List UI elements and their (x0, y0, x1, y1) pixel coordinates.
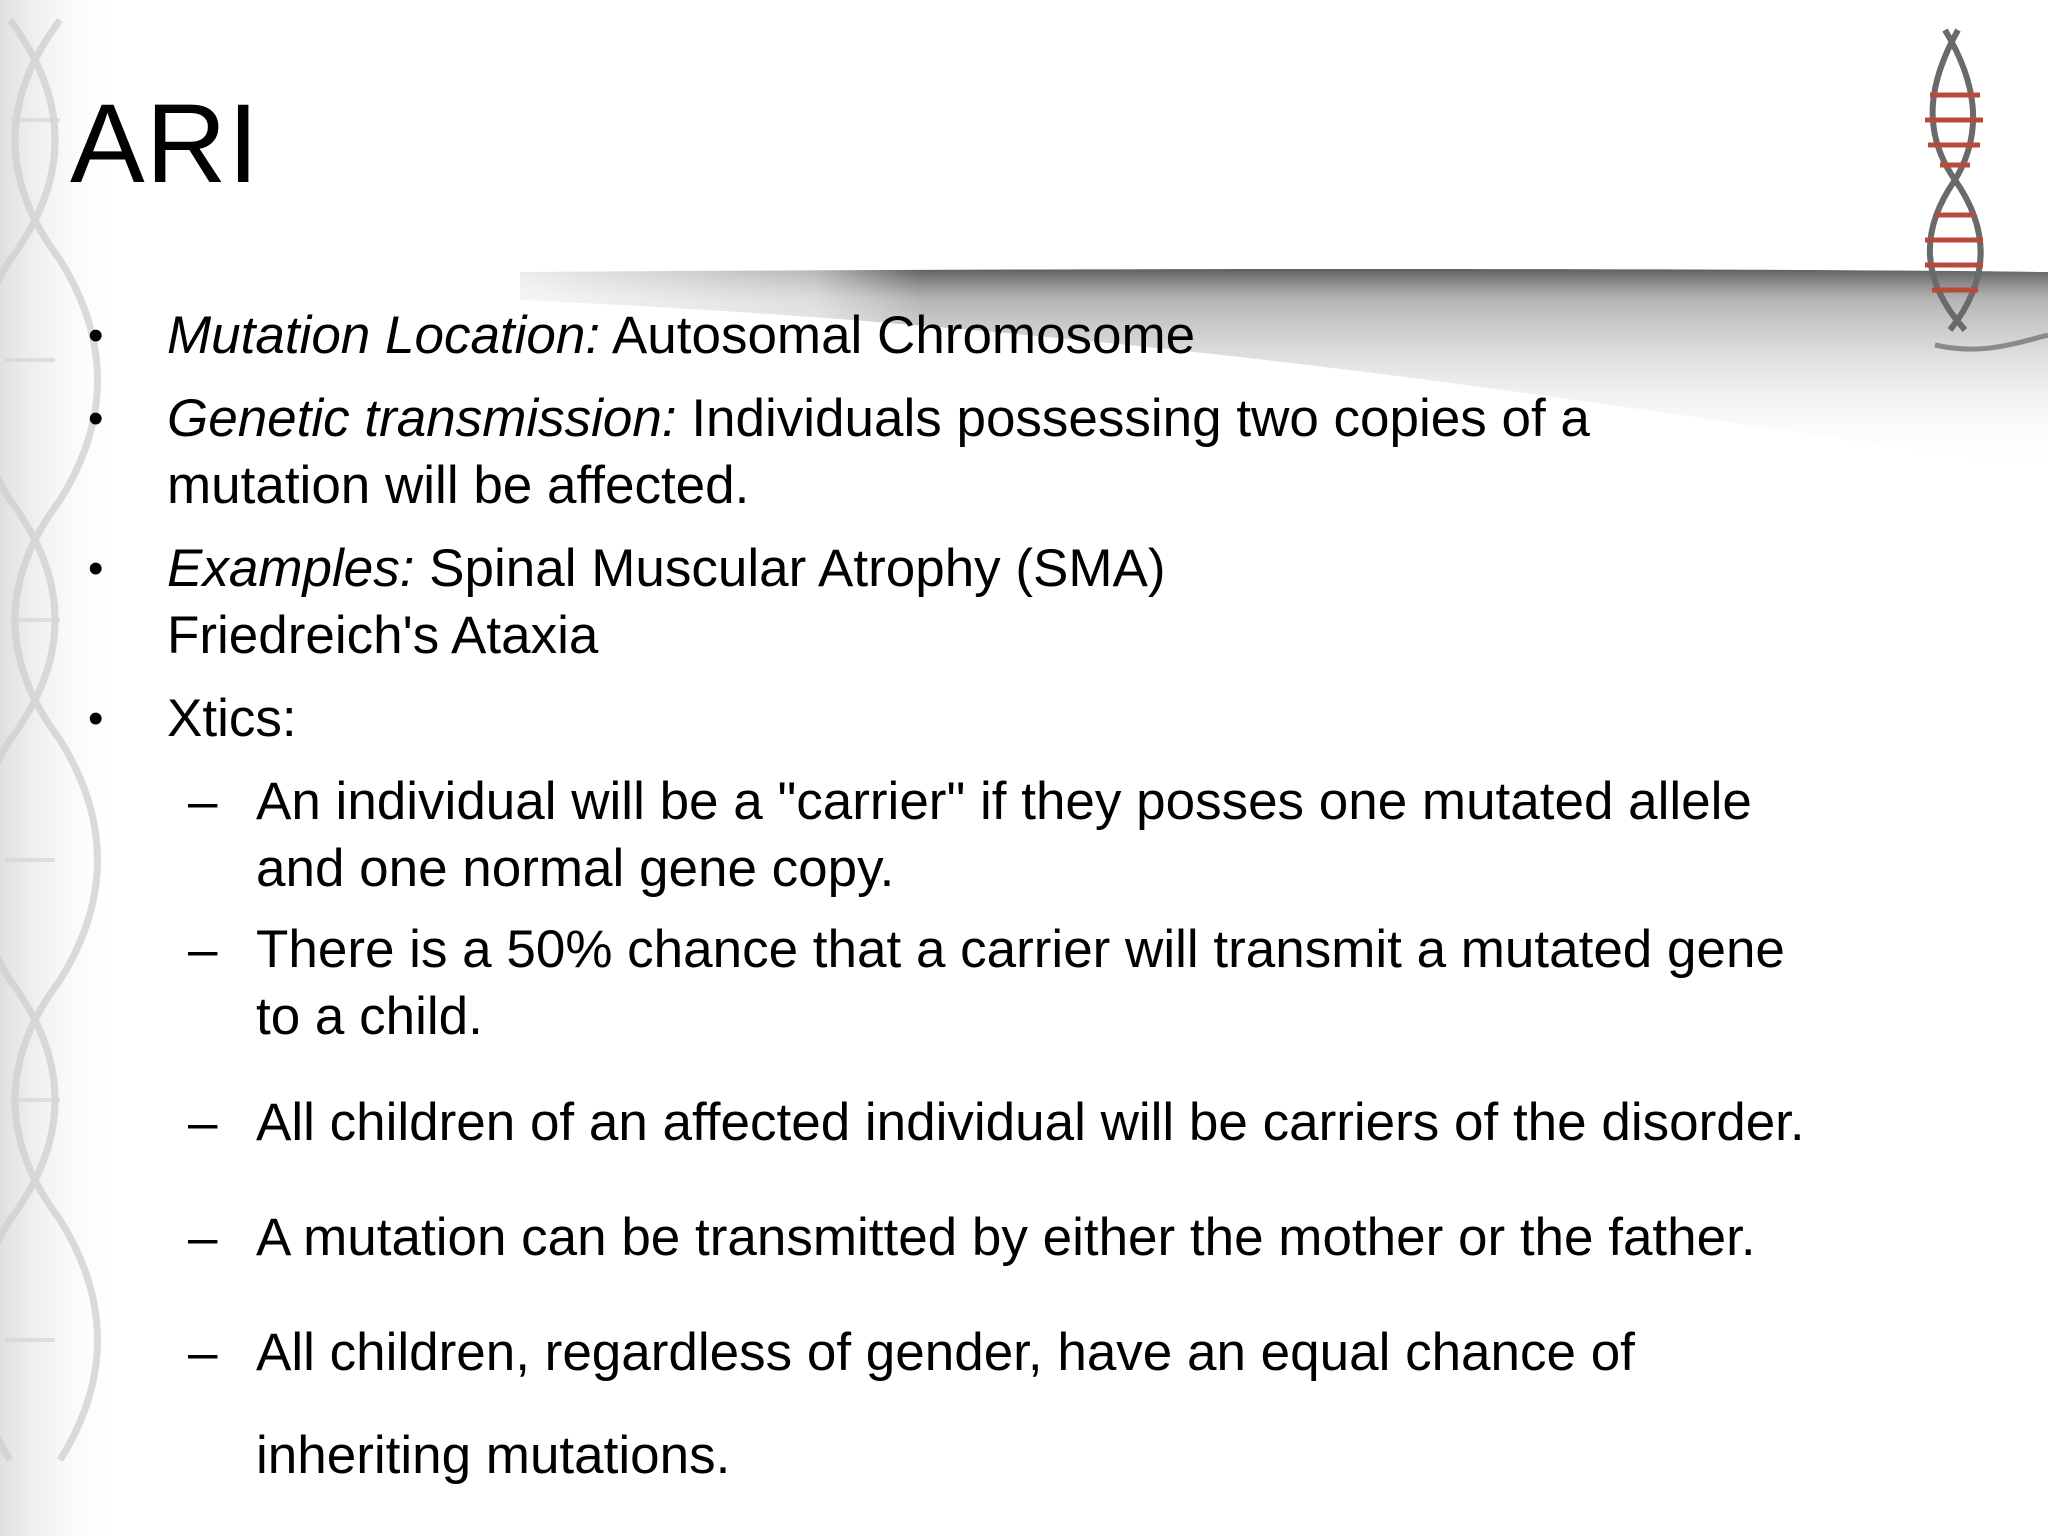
sub-bullet-marker: – (188, 1093, 218, 1152)
bullet-label: Genetic transmission: (167, 389, 677, 448)
bullet-text (167, 389, 1590, 449)
sub-bullet-marker: – (188, 772, 218, 831)
sub-bullet-text: and one normal gene copy. (256, 839, 895, 898)
bullet-marker: • (88, 311, 104, 360)
bullet-body: Autosomal Chromosome (600, 306, 1196, 365)
sub-bullet-text: to a child. (256, 987, 483, 1046)
sub-bullet-text: inheriting mutations. (256, 1426, 731, 1485)
sub-bullet-marker: – (188, 1208, 218, 1267)
sub-bullet-text: All children, regardless of gender, have an equal chance of (256, 1323, 1635, 1382)
bullet-body: Individuals possessing two copies of a (676, 389, 1590, 448)
bullet-label: Examples: (167, 539, 415, 598)
bullet-body: Spinal Muscular Atrophy (SMA) (414, 539, 1166, 598)
bullet-text (167, 306, 1195, 366)
bullet-marker: • (88, 544, 104, 593)
sub-bullet-text: There is a 50% chance that a carrier will transmit a mutated gene (256, 920, 1785, 979)
sub-bullet-text: An individual will be a "carrier" if they posses one mutated allele (256, 772, 1752, 831)
slide-title: ARI (70, 81, 260, 206)
bullet-continuation: mutation will be affected. (167, 456, 750, 515)
sub-bullet-text: A mutation can be transmitted by either the mother or the father. (256, 1208, 1756, 1267)
bullet-text: Xtics: (167, 689, 297, 748)
bullet-text (167, 539, 1166, 599)
bullet-marker: • (88, 694, 104, 743)
sub-bullet-marker: – (188, 1323, 218, 1382)
bullet-continuation: Friedreich's Ataxia (167, 606, 599, 665)
bullet-marker: • (88, 394, 104, 443)
sub-bullet-marker: – (188, 920, 218, 979)
sub-bullet-text: All children of an affected individual will be carriers of the disorder. (256, 1093, 1805, 1152)
bullet-label: Mutation Location: (167, 306, 601, 365)
